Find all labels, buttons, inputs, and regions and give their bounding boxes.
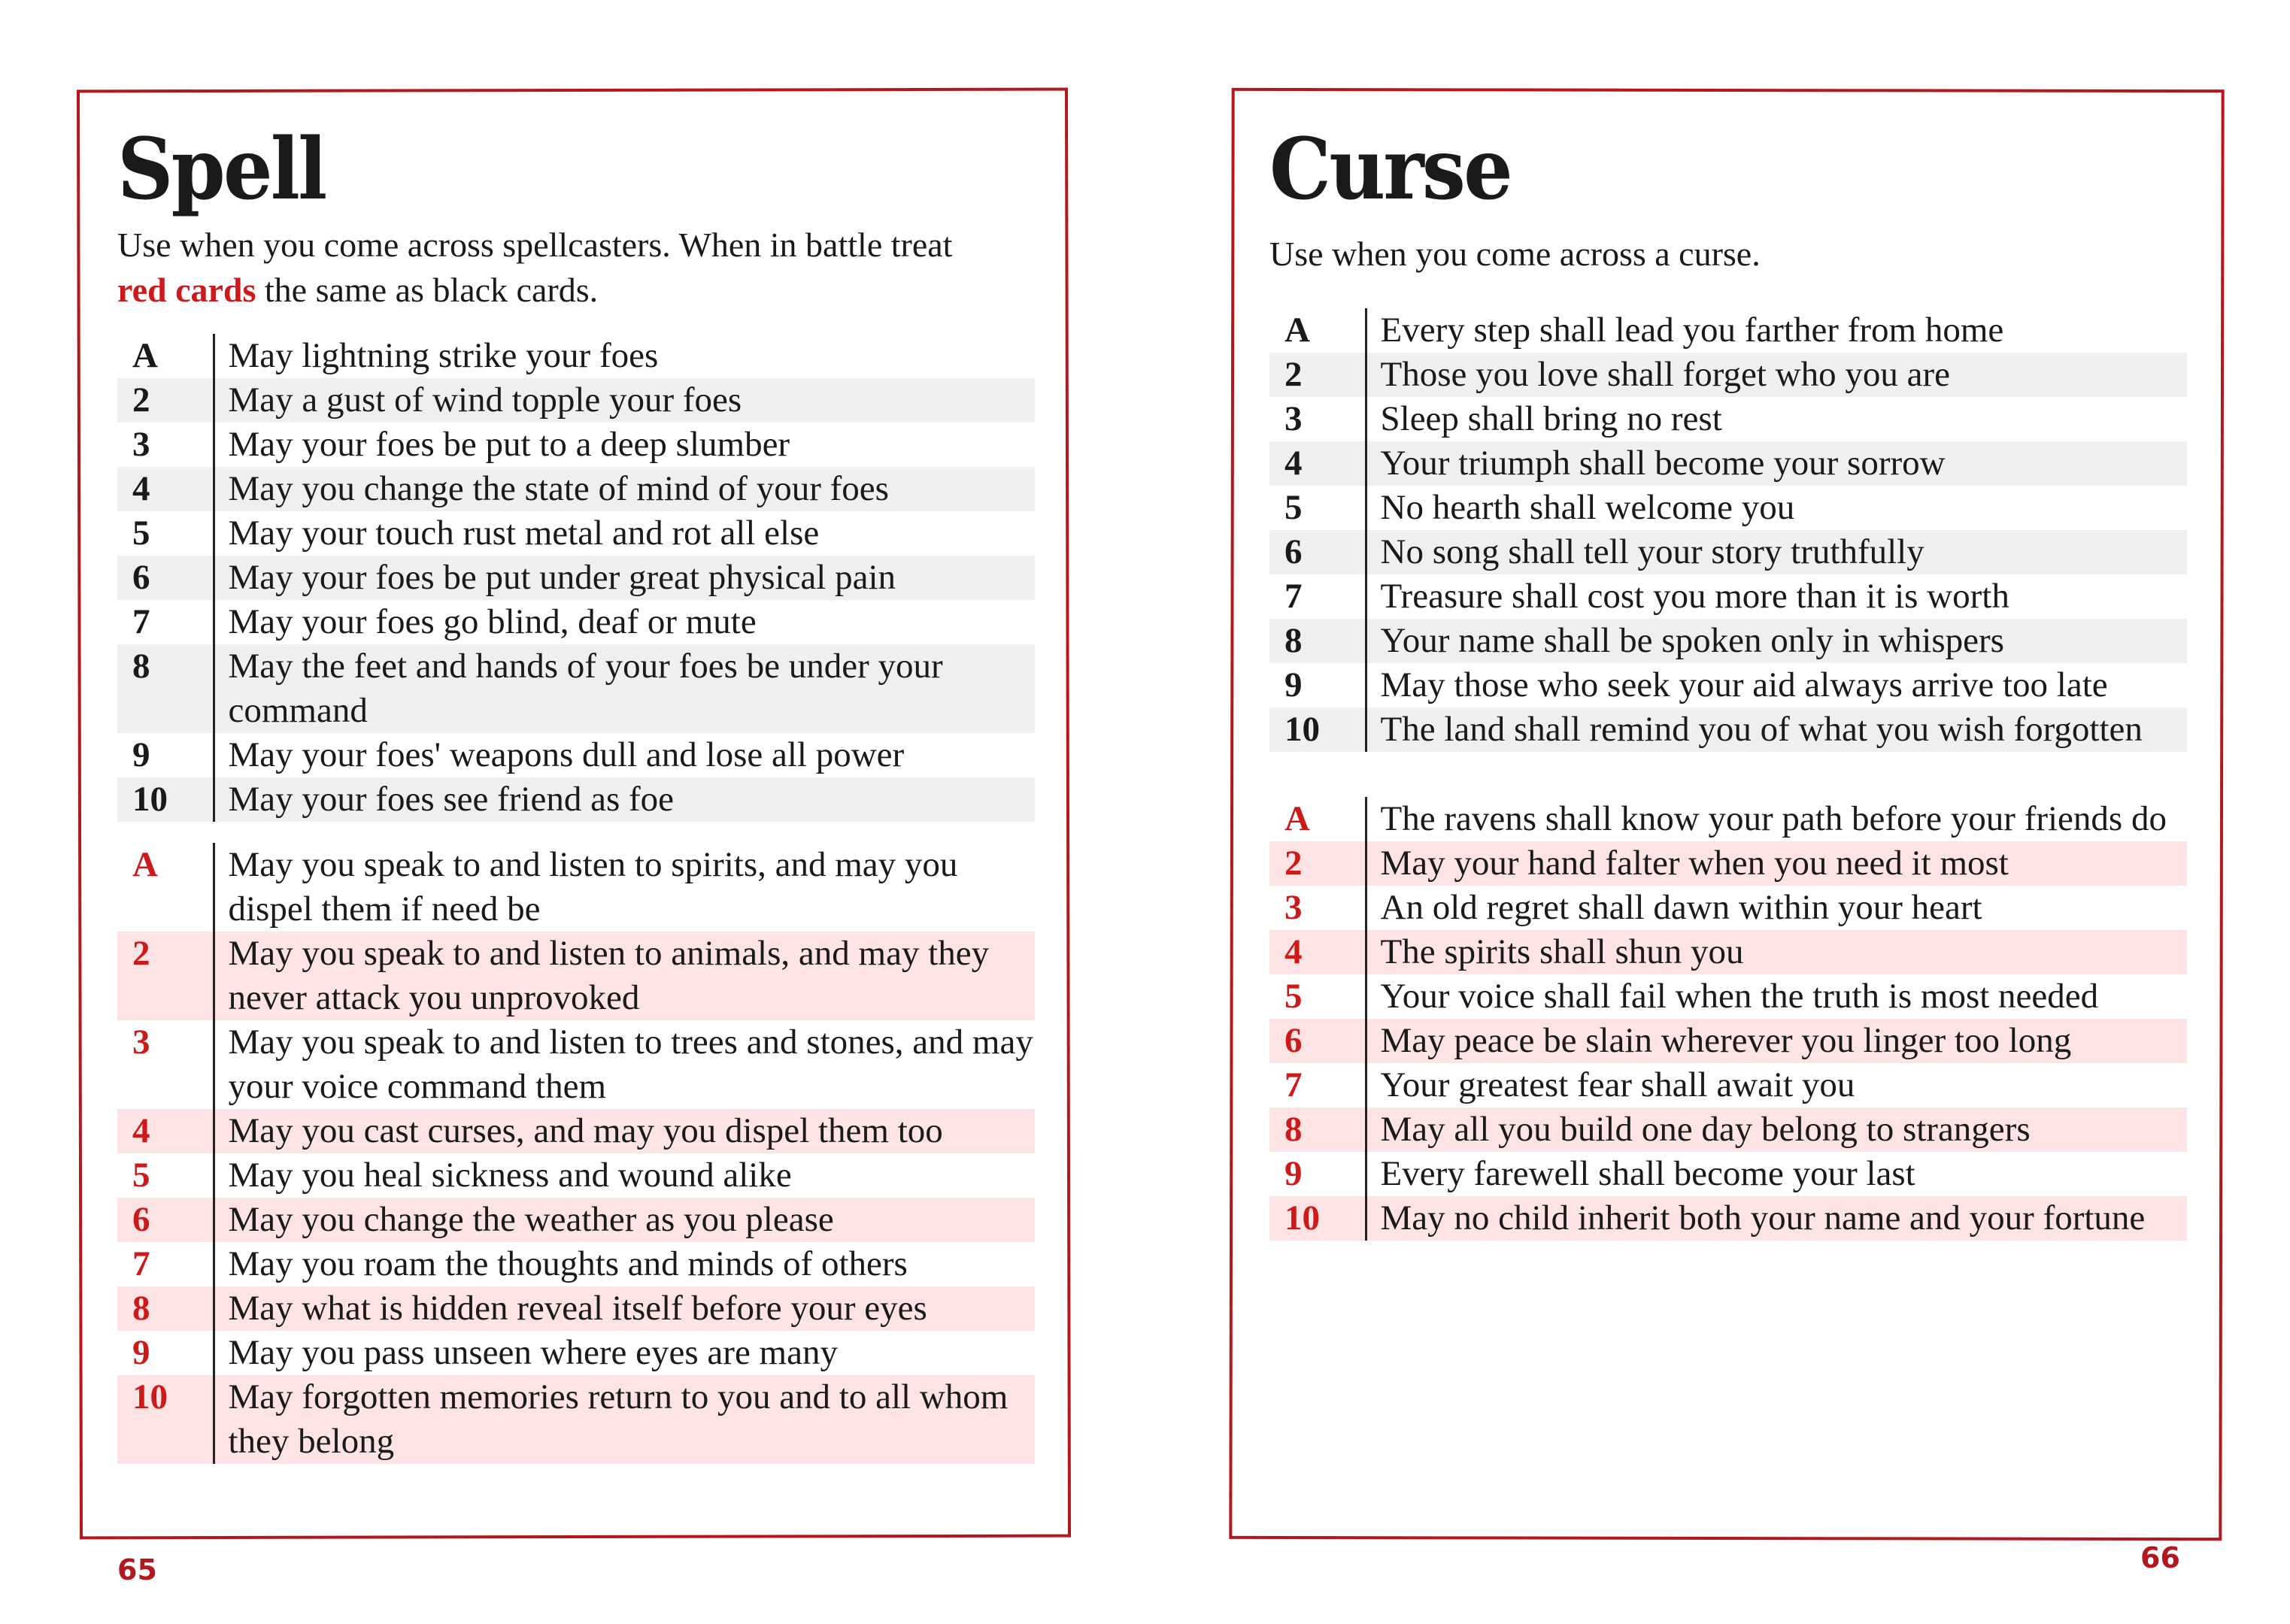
table-row: [1269, 397, 2187, 441]
row-text: May you change the weather as you please: [214, 1198, 1035, 1242]
row-key: 4: [117, 467, 214, 511]
row-text: May all you build one day belong to strangers: [1366, 1107, 2187, 1152]
row-key: A: [117, 843, 214, 932]
row-key: 8: [1269, 619, 1366, 663]
page-title: Spell: [117, 120, 326, 219]
table-row: [117, 334, 1035, 378]
row-text: May your touch rust metal and rot all else: [228, 514, 820, 553]
intro-red-cards: red cards: [117, 271, 256, 309]
table-row: [117, 777, 1035, 822]
table-row: [117, 932, 1035, 1020]
table-row: [117, 600, 1035, 644]
curse-black-table: [1269, 308, 2187, 752]
table-row: [117, 378, 1035, 423]
row-text: May no child inherit both your name and your fortune: [1366, 1196, 2187, 1241]
row-key: 9: [1269, 1152, 1366, 1196]
table-row: [1269, 1152, 2187, 1196]
row-key: 9: [117, 733, 214, 777]
row-key: 5: [117, 511, 214, 556]
row-key: 7: [1269, 1063, 1366, 1107]
row-key: 3: [1269, 886, 1366, 930]
table-row: [117, 467, 1035, 511]
spell-red-table: [117, 843, 1035, 1464]
row-key: 6: [1269, 530, 1366, 574]
row-key: 9: [117, 1331, 214, 1375]
table-row: [1269, 308, 2187, 353]
row-key: 5: [1269, 974, 1366, 1019]
spell-black-table: [117, 334, 1035, 822]
row-key: 5: [1269, 486, 1366, 530]
row-key: 4: [1269, 930, 1366, 974]
row-key: 2: [1269, 353, 1366, 397]
row-text: Those you love shall forget who you are: [1366, 353, 2187, 397]
table-row: [1269, 1107, 2187, 1152]
row-text: May you heal sickness and wound alike: [228, 1156, 792, 1195]
table-row: [1269, 841, 2187, 886]
row-text: Every step shall lead you farther from home: [1380, 311, 2004, 350]
row-text: May you speak to and listen to spirits, and may you dispel them if need be: [228, 845, 958, 929]
row-key: 10: [117, 777, 214, 822]
row-text: The spirits shall shun you: [1366, 930, 2187, 974]
row-key: 7: [1269, 574, 1366, 619]
row-text: Treasure shall cost you more than it is worth: [1380, 577, 2009, 616]
row-text: May your foes' weapons dull and lose all power: [228, 735, 905, 774]
table-row: [117, 1242, 1035, 1286]
table-row: [117, 423, 1035, 467]
row-text: An old regret shall dawn within your heart: [1380, 888, 1982, 927]
row-key: 10: [117, 1375, 214, 1464]
row-text: May your foes see friend as foe: [214, 777, 1035, 822]
table-row: [117, 556, 1035, 600]
row-key: 4: [117, 1109, 214, 1153]
row-text: May those who seek your aid always arrive too late: [1380, 665, 2108, 704]
table-row: [1269, 707, 2187, 752]
table-row: [1269, 441, 2187, 486]
row-text: Sleep shall bring no rest: [1380, 399, 1722, 438]
row-text: Your name shall be spoken only in whispers: [1366, 619, 2187, 663]
page-number: 66: [2140, 1541, 2180, 1574]
row-text: May forgotten memories return to you and to all whom they belong: [214, 1375, 1035, 1464]
row-text: The ravens shall know your path before your friends do: [1380, 799, 2167, 838]
curse-page: [1269, 113, 2187, 1241]
table-row: [117, 1153, 1035, 1198]
row-key: 8: [117, 644, 214, 733]
page-title: Curse: [1269, 120, 1511, 219]
table-row: [117, 511, 1035, 556]
row-text: No hearth shall welcome you: [1380, 488, 1795, 527]
table-row: [1269, 1196, 2187, 1241]
page-number: 65: [117, 1553, 157, 1586]
table-row: [1269, 530, 2187, 574]
row-text: May your hand falter when you need it most: [1366, 841, 2187, 886]
row-key: 2: [1269, 841, 1366, 886]
row-text: The land shall remind you of what you wish forgotten: [1366, 707, 2187, 752]
row-key: 2: [117, 932, 214, 1020]
row-text: Every farewell shall become your last: [1380, 1154, 1915, 1193]
table-row: [1269, 619, 2187, 663]
intro-part-2: the same as black cards.: [256, 271, 599, 309]
row-text: May the feet and hands of your foes be under your command: [214, 644, 1035, 733]
row-key: 3: [1269, 397, 1366, 441]
table-row: [1269, 797, 2187, 841]
table-row: [1269, 663, 2187, 707]
table-row: [1269, 886, 2187, 930]
table-row: [117, 733, 1035, 777]
row-text: May you change the state of mind of your foes: [214, 467, 1035, 511]
row-key: 10: [1269, 707, 1366, 752]
row-text: Your greatest fear shall await you: [1380, 1065, 1855, 1104]
row-text: May what is hidden reveal itself before your eyes: [214, 1286, 1035, 1331]
row-text: May you cast curses, and may you dispel them too: [214, 1109, 1035, 1153]
row-text: May you roam the thoughts and minds of others: [228, 1244, 908, 1283]
intro-part-1: Use when you come across spellcasters. When in battle treat: [117, 226, 953, 264]
row-text: May your foes go blind, deaf or mute: [228, 602, 757, 641]
row-key: 9: [1269, 663, 1366, 707]
table-row: [117, 1286, 1035, 1331]
row-key: 10: [1269, 1196, 1366, 1241]
row-text: May lightning strike your foes: [228, 336, 659, 375]
table-row: [117, 1109, 1035, 1153]
intro-text: [117, 223, 1005, 313]
row-text: May you speak to and listen to animals, and may they never attack you unprovoked: [214, 932, 1035, 1020]
row-key: 8: [117, 1286, 214, 1331]
table-row: [117, 843, 1035, 932]
table-row: [117, 1375, 1035, 1464]
table-row: [117, 644, 1035, 733]
row-text: May you pass unseen where eyes are many: [228, 1333, 838, 1372]
row-text: May peace be slain wherever you linger too long: [1366, 1019, 2187, 1063]
row-key: 5: [117, 1153, 214, 1198]
row-key: A: [1269, 308, 1366, 353]
row-key: 6: [1269, 1019, 1366, 1063]
curse-red-table: [1269, 797, 2187, 1241]
table-row: [1269, 1019, 2187, 1063]
row-text: May you speak to and listen to trees and stones, and may your voice command them: [228, 1023, 1033, 1106]
row-key: 2: [117, 378, 214, 423]
row-text: May a gust of wind topple your foes: [214, 378, 1035, 423]
row-key: 7: [117, 600, 214, 644]
table-row: [1269, 974, 2187, 1019]
row-text: Your triumph shall become your sorrow: [1366, 441, 2187, 486]
spell-page: [117, 113, 1035, 1464]
intro-text: Use when you come across a curse.: [1269, 235, 1761, 273]
row-key: 4: [1269, 441, 1366, 486]
row-text: No song shall tell your story truthfully: [1366, 530, 2187, 574]
row-key: 8: [1269, 1107, 1366, 1152]
row-key: 6: [117, 556, 214, 600]
table-row: [1269, 930, 2187, 974]
table-row: [1269, 1063, 2187, 1107]
row-text: May your foes be put to a deep slumber: [228, 425, 790, 464]
row-key: 3: [117, 423, 214, 467]
row-key: 3: [117, 1020, 214, 1109]
table-row: [1269, 353, 2187, 397]
table-row: [1269, 486, 2187, 530]
table-row: [117, 1331, 1035, 1375]
table-row: [1269, 574, 2187, 619]
row-text: May your foes be put under great physical pain: [214, 556, 1035, 600]
table-row: [117, 1020, 1035, 1109]
row-key: 7: [117, 1242, 214, 1286]
row-key: 6: [117, 1198, 214, 1242]
table-row: [117, 1198, 1035, 1242]
row-key: A: [117, 334, 214, 378]
row-text: Your voice shall fail when the truth is most needed: [1380, 977, 2099, 1016]
row-key: A: [1269, 797, 1366, 841]
